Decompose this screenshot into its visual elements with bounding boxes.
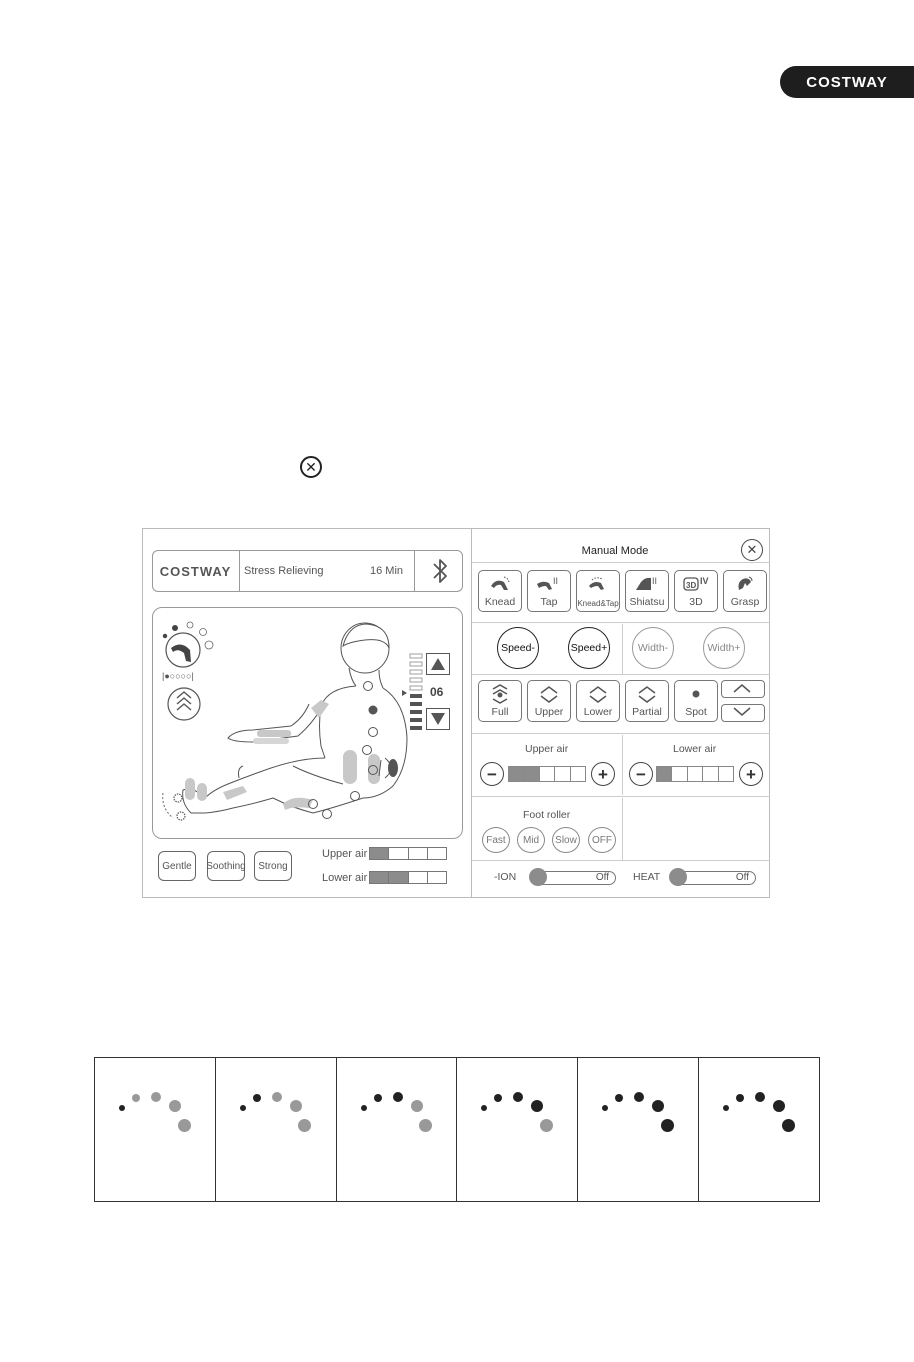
move-down-button[interactable] <box>721 704 765 722</box>
grasp-icon <box>724 574 766 594</box>
ion-toggle[interactable] <box>530 871 616 885</box>
svg-text:II: II <box>652 576 658 586</box>
intensity-dot <box>615 1094 623 1102</box>
intensity-dot <box>393 1092 403 1102</box>
intensity-dot <box>298 1119 311 1132</box>
foot-roller-slow-button[interactable]: Slow <box>552 827 580 853</box>
intensity-dot <box>634 1092 644 1102</box>
chevron-up-icon <box>722 681 762 695</box>
tap-icon <box>528 574 570 594</box>
height-up-button[interactable] <box>426 653 450 675</box>
upper-air-minus-button[interactable]: − <box>480 762 504 786</box>
intensity-dot <box>652 1100 664 1112</box>
intensity-dot <box>723 1105 729 1111</box>
intensity-dot <box>374 1094 382 1102</box>
heat-state: Off <box>735 872 749 883</box>
intensity-level-4 <box>457 1058 578 1201</box>
intensity-dot <box>151 1092 161 1102</box>
intensity-level-1 <box>95 1058 216 1201</box>
height-level: 06 <box>430 685 444 699</box>
knead-icon <box>479 574 521 594</box>
foot-roller-mid-button[interactable]: Mid <box>517 827 545 853</box>
upper-button[interactable] <box>527 680 571 722</box>
intensity-dot <box>290 1100 302 1112</box>
tap-button[interactable] <box>527 570 571 612</box>
width-plus-button[interactable]: Width+ <box>703 627 745 669</box>
svg-text:|●○○○○|: |●○○○○| <box>162 671 194 681</box>
shiatsu-icon <box>626 574 668 594</box>
intensity-dot <box>755 1092 765 1102</box>
shiatsu-label: Shiatsu <box>629 596 665 608</box>
speed-plus-button[interactable]: Speed+ <box>568 627 610 669</box>
intensity-dot <box>253 1094 261 1102</box>
lower-air-plus-button[interactable]: + <box>739 762 763 786</box>
screen-logo: COSTWAY <box>152 550 240 592</box>
full-button[interactable] <box>478 680 522 722</box>
intensity-dot <box>531 1100 543 1112</box>
lower-icon <box>577 684 619 704</box>
foot-roller-fast-button[interactable]: Fast <box>482 827 510 853</box>
divider <box>472 622 770 623</box>
chevron-down-icon <box>722 705 762 719</box>
divider <box>622 735 623 795</box>
intensity-dot <box>178 1119 191 1132</box>
heat-label: HEAT <box>633 871 661 883</box>
divider <box>622 798 623 860</box>
grasp-button[interactable] <box>723 570 767 612</box>
spot-button[interactable] <box>674 680 718 722</box>
intensity-dot <box>481 1105 487 1111</box>
screen-divider <box>471 528 472 898</box>
lower-air-label: Lower air <box>322 872 368 884</box>
divider <box>472 796 770 797</box>
intensity-dot <box>782 1119 795 1132</box>
header-separator <box>414 550 415 592</box>
intensity-level-6 <box>699 1058 819 1201</box>
spot-label: Spot <box>685 706 707 718</box>
3d-button[interactable] <box>674 570 718 612</box>
knead-label: Knead <box>484 596 516 608</box>
upper-air-title: Upper air <box>525 743 569 755</box>
intensity-dot <box>661 1119 674 1132</box>
upper-icon <box>528 684 570 704</box>
full-icon <box>479 684 521 704</box>
body-display <box>152 607 463 839</box>
full-label: Full <box>491 706 509 718</box>
foot-roller-off-button[interactable]: OFF <box>588 827 616 853</box>
upper-air-bar <box>369 847 447 860</box>
divider <box>472 674 770 675</box>
spot-icon <box>675 684 717 704</box>
shiatsu-button[interactable] <box>625 570 669 612</box>
3d-icon <box>675 574 717 594</box>
intensity-dot <box>411 1100 423 1112</box>
ion-label: -ION <box>494 871 517 883</box>
intensity-dot <box>602 1105 608 1111</box>
height-down-button[interactable] <box>426 708 450 730</box>
partial-label: Partial <box>632 706 662 718</box>
upper-air-plus-button[interactable]: + <box>591 762 615 786</box>
brand-tab: COSTWAY <box>780 66 914 98</box>
knead-tap-label: Knead&Tap <box>577 599 619 608</box>
manual-mode-title: Manual Mode <box>581 545 649 557</box>
foot-roller-title: Foot roller <box>523 809 571 821</box>
speed-minus-button[interactable]: Speed- <box>497 627 539 669</box>
soothing-button[interactable]: Soothing <box>207 851 245 881</box>
program-name: Stress Relieving <box>244 565 324 577</box>
move-up-button[interactable] <box>721 680 765 698</box>
upper-label: Upper <box>534 706 564 718</box>
lower-air-bar <box>369 871 447 884</box>
close-icon: ✕ <box>300 456 322 478</box>
intensity-dot <box>419 1119 432 1132</box>
lower-button[interactable] <box>576 680 620 722</box>
upper-air-label: Upper air <box>322 848 368 860</box>
intensity-dot <box>513 1092 523 1102</box>
intensity-dot <box>773 1100 785 1112</box>
intensity-dot <box>494 1094 502 1102</box>
knead-tap-button[interactable] <box>576 570 620 612</box>
lower-air-minus-button[interactable]: − <box>629 762 653 786</box>
grasp-label: Grasp <box>730 596 760 608</box>
divider <box>472 733 770 734</box>
intensity-dot <box>119 1105 125 1111</box>
heat-toggle-knob <box>669 868 687 886</box>
close-button[interactable]: ✕ <box>741 539 763 561</box>
svg-text:3D: 3D <box>686 581 697 590</box>
partial-icon <box>626 684 668 704</box>
lower-air-level <box>656 766 734 782</box>
intensity-level-3 <box>337 1058 458 1201</box>
gentle-button[interactable]: Gentle <box>158 851 196 881</box>
partial-button[interactable] <box>625 680 669 722</box>
knead-tap-icon <box>577 574 619 594</box>
svg-text:II: II <box>553 576 559 586</box>
strong-button[interactable]: Strong <box>254 851 292 881</box>
intensity-dot <box>361 1105 367 1111</box>
heat-toggle[interactable] <box>670 871 756 885</box>
lower-air-title: Lower air <box>673 743 717 755</box>
tap-label: Tap <box>540 596 558 608</box>
intensity-dot <box>240 1105 246 1111</box>
width-minus-button[interactable]: Width- <box>632 627 674 669</box>
svg-text:IV: IV <box>700 576 709 586</box>
intensity-dot <box>169 1100 181 1112</box>
ion-state: Off <box>595 872 609 883</box>
intensity-dot <box>736 1094 744 1102</box>
intensity-dot <box>132 1094 140 1102</box>
intensity-level-5 <box>578 1058 699 1201</box>
lower-label: Lower <box>583 706 613 718</box>
divider <box>622 624 623 674</box>
knead-button[interactable] <box>478 570 522 612</box>
upper-air-level <box>508 766 586 782</box>
ion-toggle-knob <box>529 868 547 886</box>
3d-label: 3D <box>689 596 703 608</box>
divider <box>472 562 770 563</box>
intensity-dot <box>272 1092 282 1102</box>
intensity-level-2 <box>216 1058 337 1201</box>
divider <box>472 860 770 861</box>
bluetooth-icon[interactable] <box>420 553 460 589</box>
intensity-dot <box>540 1119 553 1132</box>
program-time: 16 Min <box>370 565 404 577</box>
intensity-level-table <box>94 1057 820 1202</box>
